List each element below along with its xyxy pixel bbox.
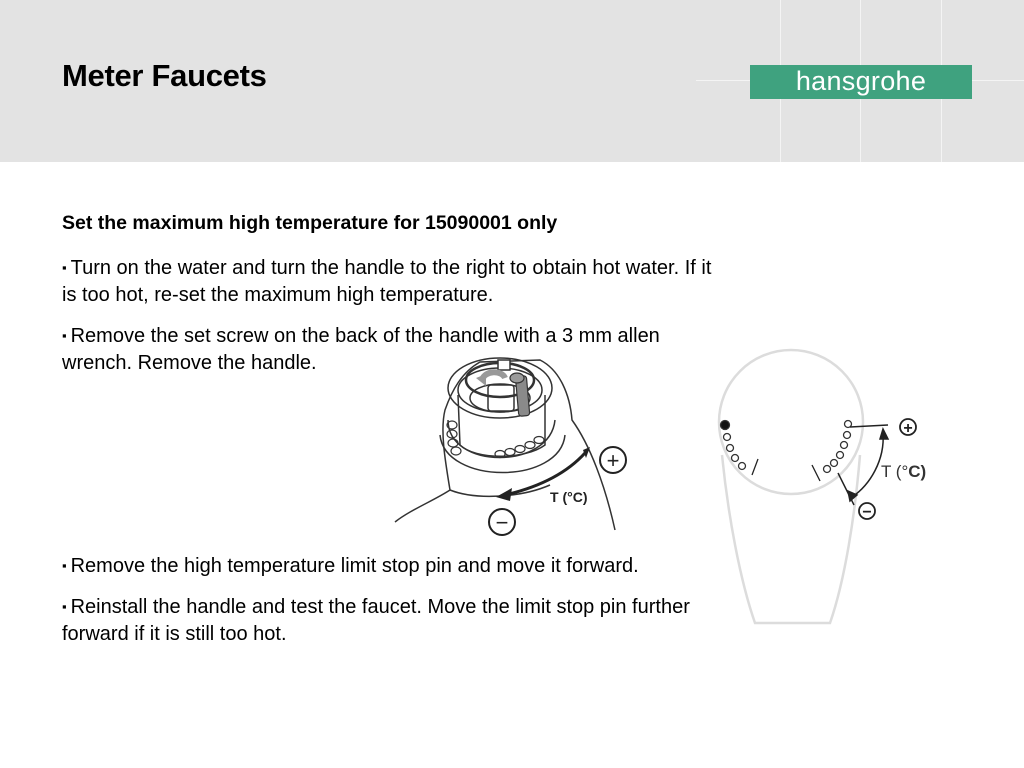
minus-icon <box>859 503 875 521</box>
plus-symbol: + <box>903 420 913 437</box>
bullet-mark: ▪ <box>62 328 67 343</box>
handle-diagram <box>700 345 940 630</box>
temperature-label <box>881 462 926 481</box>
section-subtitle: Set the maximum high temperature for 15090001 only <box>62 212 558 234</box>
plus-symbol: + <box>606 448 620 473</box>
handle-outline <box>722 455 860 623</box>
bullet-text: Remove the set screw on the back of the handle with a 3 mm allen wrench. Remove the handle. <box>62 325 660 374</box>
bullet-text: Reinstall the handle and test the faucet. Move the limit stop pin further forward if it is still too hot. <box>62 596 690 645</box>
bullet-mark: ▪ <box>62 558 67 573</box>
header-band <box>0 0 1024 162</box>
bullet-item <box>62 552 712 580</box>
temperature-label: T (°C) <box>550 489 588 505</box>
handle-head-outline <box>719 350 863 494</box>
hansgrohe-logo: hansgrohe <box>750 65 972 99</box>
minus-symbol: − <box>495 510 509 535</box>
bullet-mark: ▪ <box>62 599 67 614</box>
bullet-text: Turn on the water and turn the handle to the right to obtain hot water. If it is too hot, re-set the maximum high temperature. <box>62 257 712 306</box>
bullet-text: Remove the high temperature limit stop pin and move it forward. <box>70 555 639 577</box>
instructions-bottom <box>62 552 712 661</box>
cartridge-illustration <box>390 350 640 545</box>
minus-symbol: − <box>862 504 872 521</box>
temperature-label-prefix: T (° <box>881 462 909 481</box>
temperature-label-unit: C) <box>908 462 927 481</box>
page-title: Meter Faucets <box>62 58 267 93</box>
bullet-item <box>62 254 712 309</box>
plus-icon <box>600 447 626 473</box>
bullet-item <box>62 593 712 648</box>
minus-icon <box>489 509 515 535</box>
plus-icon <box>900 419 916 437</box>
bullet-mark: ▪ <box>62 260 67 275</box>
